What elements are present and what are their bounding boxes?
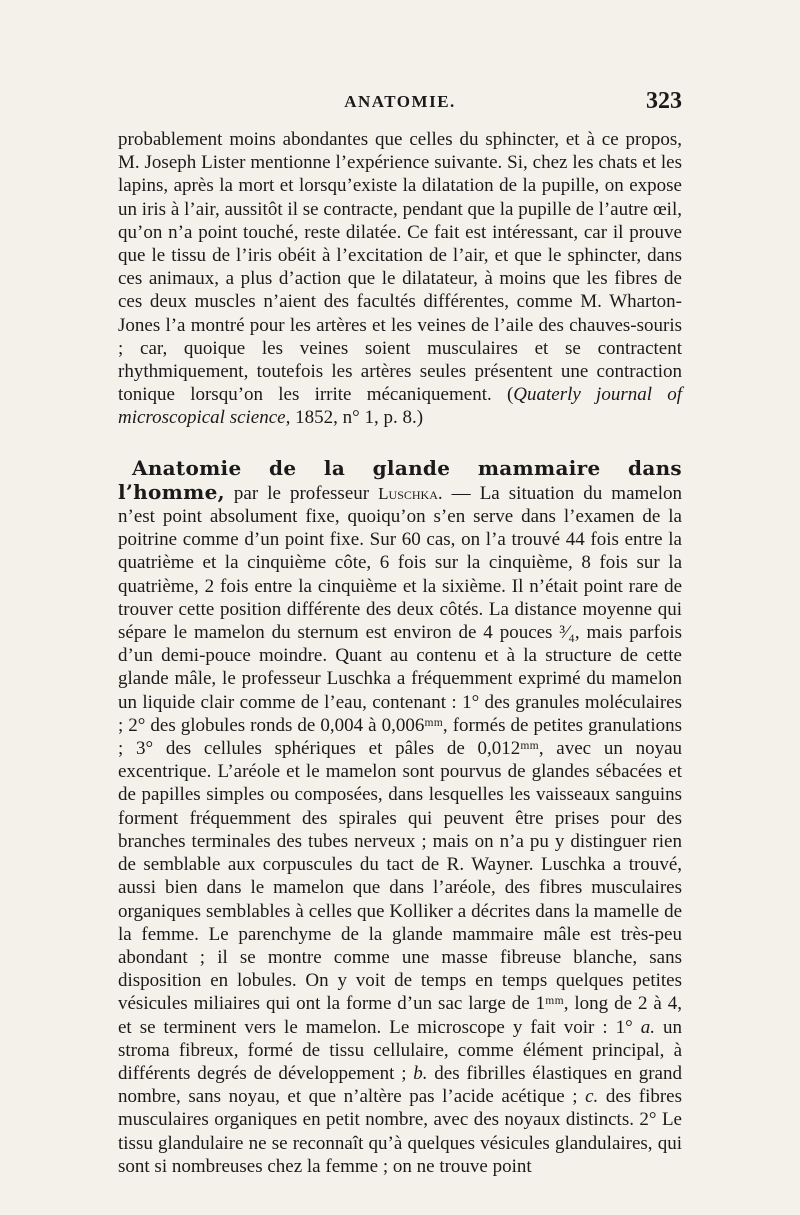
paragraph-iris	[118, 128, 682, 430]
citation-details: 1852, n° 1, p. 8.)	[290, 407, 424, 429]
item-label-a: a.	[640, 1016, 655, 1038]
paragraph-text: un stroma fibreux, formé de tissu cellulaire, comme élément principal, à différents degrés de développement ;	[118, 1016, 682, 1084]
paragraph-text: . — La situation du mamelon n’est point absolument fixe, quoiqu’on s’en serve dans l’examen de la poitrine comme d’un point fixe. Sur 60 cas, on l’a trouvé 44 fois entre la quatrième et la cinquième côte, 6 fois sur la cinquième, 8 fois sur la quatrième, 2 fois entre la cinquième et la sixième. Il n’était point rare de trouver cette position différente des deux côtés. La distance moyenne qui sépare le mamelon du sternum est environ de 4 pouces ³⁄₄, mais parfois d’un demi-pouce moindre. Quant au contenu et à la structure de cette glande mâle, le professeur Luschka a fréquemment exprimé du mamelon un liquide clair comme de l’eau, contenant : 1° des granules moléculaires ; 2° des globules ronds de 0,004 à 0,006ᵐᵐ, formés de petites granulations ; 3° des cellules sphériques et pâles de 0,012ᵐᵐ, avec un noyau excentrique. L’aréole et le mamelon sont pourvus de glandes sébacées et de papilles simples ou composées, dans lesquelles les vaisseaux sanguins forment fréquemment des spirales qui peuvent être prises pour des branches terminales des tubes nerveux ; mais on n’a pu y distinguer rien de semblable aux corpuscules du tact de R. Wayner. Luschka a trouvé, aussi bien dans le mamelon que dans l’aréole, des fibres musculaires organiques semblables à celles que Kolliker a décrites dans la mamelle de la femme. Le parenchyme de la glande mammaire mâle est très-peu abondant ; il se montre comme une masse fibreuse blanche, sans disposition en lobules. On y voit de temps en temps quelques petites vésicules miliaires qui ont la forme d’un sac large de 1ᵐᵐ, long de 2 à 4, et se terminent vers le mamelon. Le microscope y fait voir : 1°	[118, 482, 683, 1038]
item-label-c: c.	[585, 1086, 599, 1108]
page-number: 323	[646, 88, 682, 114]
item-label-b: b.	[413, 1062, 428, 1084]
section-title: Anatomie de la glande mammaire dans l’homme,	[118, 455, 682, 504]
paragraph-mammary-gland	[118, 457, 682, 1178]
paragraph-text: probablement moins abondantes que celles du sphincter, et à ce propos, M. Joseph Lister mentionne l’expérience suivante. Si, chez les chats et les lapins, après la mort et lorsqu’existe la dilatation de la pupille, on expose un iris à l’air, aussitôt il se contracte, pendant que la pupille de l’autre œil, qu’on n’a point touché, reste dilatée. Ce fait est intéressant, car il prouve que le tissu de l’iris obéit à l’excitation de l’air, et que le sphincter, dans ces animaux, a plus d’action que le dilatateur, à moins que les fibres de ces deux muscles n’aient des facultés différentes, comme M. Wharton-Jones l’a montré pour les artères et les veines de l’aile des chauves-souris ; car, quoique les veines soient musculaires et se contractent rhythmiquement, toutefois les artères seules présentent une contraction tonique lorsqu’on les irrite mécaniquement. (	[118, 129, 682, 406]
page-header	[118, 88, 682, 122]
paragraph-text: des fibrilles élastiques en grand nombre, sans noyau, et que n’altère pas l’acide acétique ;	[118, 1062, 682, 1108]
running-title: ANATOMIE.	[344, 92, 456, 111]
paragraph-text: des fibres musculaires organiques en petit nombre, avec des noyaux distincts. 2° Le tissu glandulaire ne se reconnaît qu’à quelques vésicules glandulaires, qui sont si nombreuses chez la femme ; on ne trouve point	[118, 1086, 682, 1177]
page-body	[118, 128, 682, 1178]
paragraph-text: par le professeur	[224, 482, 379, 504]
journal-citation: Quaterly journal of microscopical science,	[118, 384, 682, 429]
author-name: Luschka	[378, 483, 438, 503]
